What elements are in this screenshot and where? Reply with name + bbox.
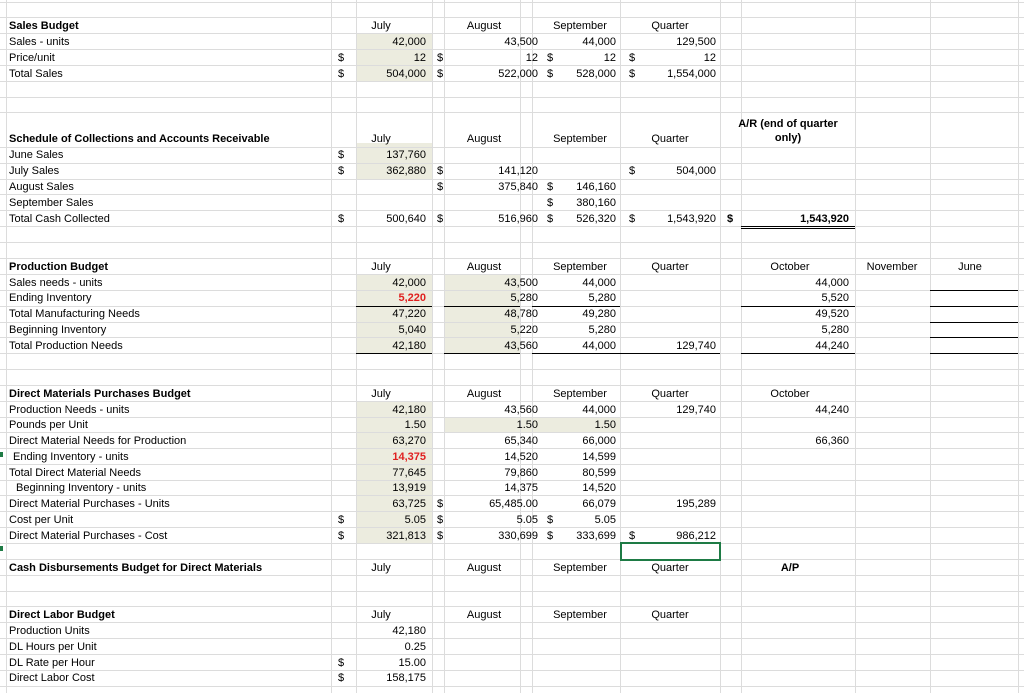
- prod-beginning-july[interactable]: 5,040: [398, 324, 426, 336]
- cell-underline: [620, 353, 720, 354]
- dollar-sign: $: [437, 165, 444, 177]
- dm-prod-september[interactable]: 44,000: [582, 404, 616, 416]
- cd-month-august: August: [466, 562, 502, 574]
- prod-needs-october[interactable]: 44,240: [815, 340, 849, 352]
- dm-pcost-september[interactable]: 333,699: [576, 530, 616, 542]
- prod-beginning-august[interactable]: 5,220: [510, 324, 538, 336]
- sales-month-july: July: [371, 20, 391, 32]
- labor-hours-july[interactable]: 0.25: [404, 641, 426, 653]
- dm-ending-september[interactable]: 14,599: [582, 451, 616, 463]
- collections-month-august: August: [466, 133, 502, 145]
- dm-month-october: October: [770, 388, 810, 400]
- dm-month-quarter: Quarter: [651, 388, 689, 400]
- labor-cost-label: Direct Labor Cost: [9, 672, 95, 684]
- prod-ending-october[interactable]: 5,520: [821, 292, 849, 304]
- collections-month-july: July: [371, 133, 391, 145]
- dm-prod-label: Production Needs - units: [9, 404, 130, 416]
- dm-needs-october[interactable]: 66,360: [815, 435, 849, 447]
- dollar-sign: $: [338, 213, 345, 225]
- cash-disb-title: Cash Disbursements Budget for Direct Materials: [9, 562, 263, 574]
- prod-beginning-label: Beginning Inventory: [9, 324, 107, 336]
- sales-total-july[interactable]: 504,000: [386, 68, 426, 80]
- dollar-sign: $: [727, 213, 734, 225]
- ap-header: A/P: [780, 562, 800, 574]
- labor-rate-label: DL Rate per Hour: [9, 657, 95, 669]
- dm-lbs-label: Pounds per Unit: [9, 419, 88, 431]
- labor-title: Direct Labor Budget: [9, 609, 115, 621]
- cd-month-july: July: [371, 562, 391, 574]
- prod-total-october[interactable]: 49,520: [815, 308, 849, 320]
- dm-cost-july[interactable]: 5.05: [404, 514, 426, 526]
- july-sales-july[interactable]: 362,880: [386, 165, 426, 177]
- total-collected-september[interactable]: 526,320: [576, 213, 616, 225]
- sales-total-quarter[interactable]: 1,554,000: [667, 68, 716, 80]
- labor-month-september: September: [553, 609, 607, 621]
- prod-needs-label: Total Production Needs: [9, 340, 123, 352]
- august-sales-august[interactable]: 375,840: [498, 181, 538, 193]
- cell-underline: [532, 353, 620, 354]
- dm-ending-label: Ending Inventory - units: [13, 451, 129, 463]
- dm-pcost-quarter[interactable]: 986,212: [676, 530, 716, 542]
- cell-underline: [532, 306, 620, 307]
- dm-beg-july[interactable]: 13,919: [392, 482, 426, 494]
- dm-title: Direct Materials Purchases Budget: [9, 388, 191, 400]
- dollar-sign: $: [547, 530, 554, 542]
- sales-price-september[interactable]: 12: [603, 52, 616, 64]
- prod-sales-label: Sales needs - units: [9, 277, 103, 289]
- june-sales-july[interactable]: 137,760: [386, 149, 426, 161]
- dollar-sign: $: [629, 165, 636, 177]
- dollar-sign: $: [629, 530, 636, 542]
- dollar-sign: $: [338, 68, 345, 80]
- cell-underline: [356, 353, 432, 354]
- prod-needs-august[interactable]: 43,560: [504, 340, 538, 352]
- july-sales-august[interactable]: 141,120: [498, 165, 538, 177]
- dollar-sign: $: [437, 181, 444, 193]
- prod-month-november: November: [866, 261, 918, 273]
- total-collected-july[interactable]: 500,640: [386, 213, 426, 225]
- dm-prod-july[interactable]: 42,180: [392, 404, 426, 416]
- prod-needs-quarter[interactable]: 129,740: [676, 340, 716, 352]
- prod-sales-august[interactable]: 43,500: [504, 277, 538, 289]
- dm-beg-september[interactable]: 14,520: [582, 482, 616, 494]
- sales-units-label: Sales - units: [9, 36, 70, 48]
- dm-purch-september[interactable]: 66,079: [582, 498, 616, 510]
- dm-total-august[interactable]: 79,860: [504, 467, 538, 479]
- dm-beg-label: Beginning Inventory - units: [16, 482, 147, 494]
- prod-ending-august[interactable]: 5,280: [510, 292, 538, 304]
- dollar-sign: $: [547, 213, 554, 225]
- dollar-sign: $: [338, 149, 345, 161]
- total-collected-august[interactable]: 516,960: [498, 213, 538, 225]
- cell-underline: [930, 290, 1018, 291]
- prod-total-august[interactable]: 48,780: [504, 308, 538, 320]
- dm-prod-october[interactable]: 44,240: [815, 404, 849, 416]
- labor-rate-july[interactable]: 15.00: [398, 657, 426, 669]
- dollar-sign: $: [338, 165, 345, 177]
- prod-needs-july[interactable]: 42,180: [392, 340, 426, 352]
- dollar-sign: $: [338, 52, 345, 64]
- prod-total-label: Total Manufacturing Needs: [9, 308, 140, 320]
- dollar-sign: $: [437, 530, 444, 542]
- selected-cell[interactable]: [620, 542, 721, 561]
- ar-double-underline: [741, 226, 855, 227]
- august-sales-label: August Sales: [9, 181, 74, 193]
- dm-ending-july[interactable]: 14,375: [392, 451, 426, 463]
- cd-month-quarter: Quarter: [651, 562, 689, 574]
- prod-ending-july[interactable]: 5,220: [398, 292, 426, 304]
- dollar-sign: $: [547, 52, 554, 64]
- dm-cost-august[interactable]: 5.05: [516, 514, 538, 526]
- sales-price-august[interactable]: 12: [525, 52, 538, 64]
- sales-price-label: Price/unit: [9, 52, 55, 64]
- dollar-sign: $: [547, 181, 554, 193]
- labor-hours-label: DL Hours per Unit: [9, 641, 97, 653]
- dm-total-july[interactable]: 77,645: [392, 467, 426, 479]
- september-sales-september[interactable]: 380,160: [576, 197, 616, 209]
- cell-underline: [741, 306, 855, 307]
- dm-purch-august[interactable]: 65,485.00: [489, 498, 538, 510]
- dm-pcost-august[interactable]: 330,699: [498, 530, 538, 542]
- dm-lbs-july[interactable]: 1.50: [404, 419, 426, 431]
- cell-underline: [444, 353, 520, 354]
- labor-cost-july[interactable]: 158,175: [386, 672, 426, 684]
- september-sales-label: September Sales: [9, 197, 94, 209]
- dollar-sign: $: [547, 197, 554, 209]
- sales-units-july[interactable]: 42,000: [392, 36, 426, 48]
- ar-header: A/R (end of quarter only): [738, 118, 838, 144]
- prod-sales-september[interactable]: 44,000: [582, 277, 616, 289]
- dollar-sign: $: [547, 514, 554, 526]
- prod-needs-september[interactable]: 44,000: [582, 340, 616, 352]
- sales-budget-title: Sales Budget: [9, 20, 79, 32]
- dollar-sign: $: [437, 52, 444, 64]
- dm-total-label: Total Direct Material Needs: [9, 467, 142, 479]
- prod-sales-october[interactable]: 44,000: [815, 277, 849, 289]
- dm-pcost-label: Direct Material Purchases - Cost: [9, 530, 168, 542]
- dm-needs-august[interactable]: 65,340: [504, 435, 538, 447]
- sales-total-august[interactable]: 522,000: [498, 68, 538, 80]
- dm-purch-july[interactable]: 63,725: [392, 498, 426, 510]
- dm-beg-august[interactable]: 14,375: [504, 482, 538, 494]
- dm-month-september: September: [553, 388, 607, 400]
- dm-total-september[interactable]: 80,599: [582, 467, 616, 479]
- prod-ending-label: Ending Inventory: [9, 292, 92, 304]
- dollar-sign: $: [338, 657, 345, 669]
- labor-month-quarter: Quarter: [651, 609, 689, 621]
- labor-month-august: August: [466, 609, 502, 621]
- prod-beginning-october[interactable]: 5,280: [821, 324, 849, 336]
- labor-month-july: July: [371, 609, 391, 621]
- dollar-sign: $: [437, 213, 444, 225]
- dollar-sign: $: [437, 498, 444, 510]
- collections-month-september: September: [553, 133, 607, 145]
- dm-prod-quarter[interactable]: 129,740: [676, 404, 716, 416]
- dollar-sign: $: [629, 213, 636, 225]
- dollar-sign: $: [338, 514, 345, 526]
- dm-pcost-july[interactable]: 321,813: [386, 530, 426, 542]
- dm-needs-label: Direct Material Needs for Production: [9, 435, 187, 447]
- august-sales-september[interactable]: 146,160: [576, 181, 616, 193]
- dm-needs-july[interactable]: 63,270: [392, 435, 426, 447]
- dm-lbs-august[interactable]: 1.50: [516, 419, 538, 431]
- prod-sales-july[interactable]: 42,000: [392, 277, 426, 289]
- prod-month-june: June: [958, 261, 982, 273]
- dm-lbs-september[interactable]: 1.50: [594, 419, 616, 431]
- ar-double-underline: [741, 228, 855, 229]
- cell-underline: [930, 306, 1018, 307]
- labor-units-label: Production Units: [9, 625, 90, 637]
- cell-underline: [444, 306, 520, 307]
- dollar-sign: $: [338, 530, 345, 542]
- production-title: Production Budget: [9, 261, 108, 273]
- dollar-sign: $: [547, 68, 554, 80]
- prod-month-july: July: [371, 261, 391, 273]
- dm-prod-august[interactable]: 43,560: [504, 404, 538, 416]
- ar-total[interactable]: 1,543,920: [800, 213, 849, 225]
- dollar-sign: $: [338, 672, 345, 684]
- sales-units-quarter[interactable]: 129,500: [676, 36, 716, 48]
- cell-underline: [741, 353, 855, 354]
- sales-units-september[interactable]: 44,000: [582, 36, 616, 48]
- total-collected-label: Total Cash Collected: [9, 213, 110, 225]
- cell-underline: [356, 306, 432, 307]
- dm-needs-september[interactable]: 66,000: [582, 435, 616, 447]
- sales-price-july[interactable]: 12: [413, 52, 426, 64]
- collections-month-quarter: Quarter: [651, 133, 689, 145]
- dm-purch-quarter[interactable]: 195,289: [676, 498, 716, 510]
- cd-month-september: September: [553, 562, 607, 574]
- july-sales-label: July Sales: [9, 165, 60, 177]
- sales-month-september: September: [553, 20, 607, 32]
- dollar-sign: $: [437, 514, 444, 526]
- prod-month-september: September: [553, 261, 607, 273]
- sales-month-august: August: [466, 20, 502, 32]
- dm-month-august: August: [466, 388, 502, 400]
- sales-price-quarter[interactable]: 12: [703, 52, 716, 64]
- prod-total-september[interactable]: 49,280: [582, 308, 616, 320]
- dm-ending-august[interactable]: 14,520: [504, 451, 538, 463]
- dm-cost-september[interactable]: 5.05: [594, 514, 616, 526]
- prod-month-october: October: [770, 261, 810, 273]
- collections-title: Schedule of Collections and Accounts Receivable: [9, 133, 270, 145]
- prod-beginning-september[interactable]: 5,280: [588, 324, 616, 336]
- sales-total-september[interactable]: 528,000: [576, 68, 616, 80]
- cell-underline: [930, 322, 1018, 323]
- prod-ending-september[interactable]: 5,280: [588, 292, 616, 304]
- cell-underline: [930, 353, 1018, 354]
- prod-total-july[interactable]: 47,220: [392, 308, 426, 320]
- sales-month-quarter: Quarter: [651, 20, 689, 32]
- sales-units-august[interactable]: 43,500: [504, 36, 538, 48]
- dollar-sign: $: [629, 68, 636, 80]
- prod-month-quarter: Quarter: [651, 261, 689, 273]
- june-sales-label: June Sales: [9, 149, 64, 161]
- total-collected-quarter[interactable]: 1,543,920: [667, 213, 716, 225]
- prod-month-august: August: [466, 261, 502, 273]
- sales-quarter-collections[interactable]: 504,000: [676, 165, 716, 177]
- dm-purch-label: Direct Material Purchases - Units: [9, 498, 170, 510]
- dollar-sign: $: [629, 52, 636, 64]
- labor-units-july[interactable]: 42,180: [392, 625, 426, 637]
- dm-month-july: July: [371, 388, 391, 400]
- dm-cost-label: Cost per Unit: [9, 514, 74, 526]
- cell-underline: [930, 337, 1018, 338]
- dollar-sign: $: [437, 68, 444, 80]
- sales-total-label: Total Sales: [9, 68, 63, 80]
